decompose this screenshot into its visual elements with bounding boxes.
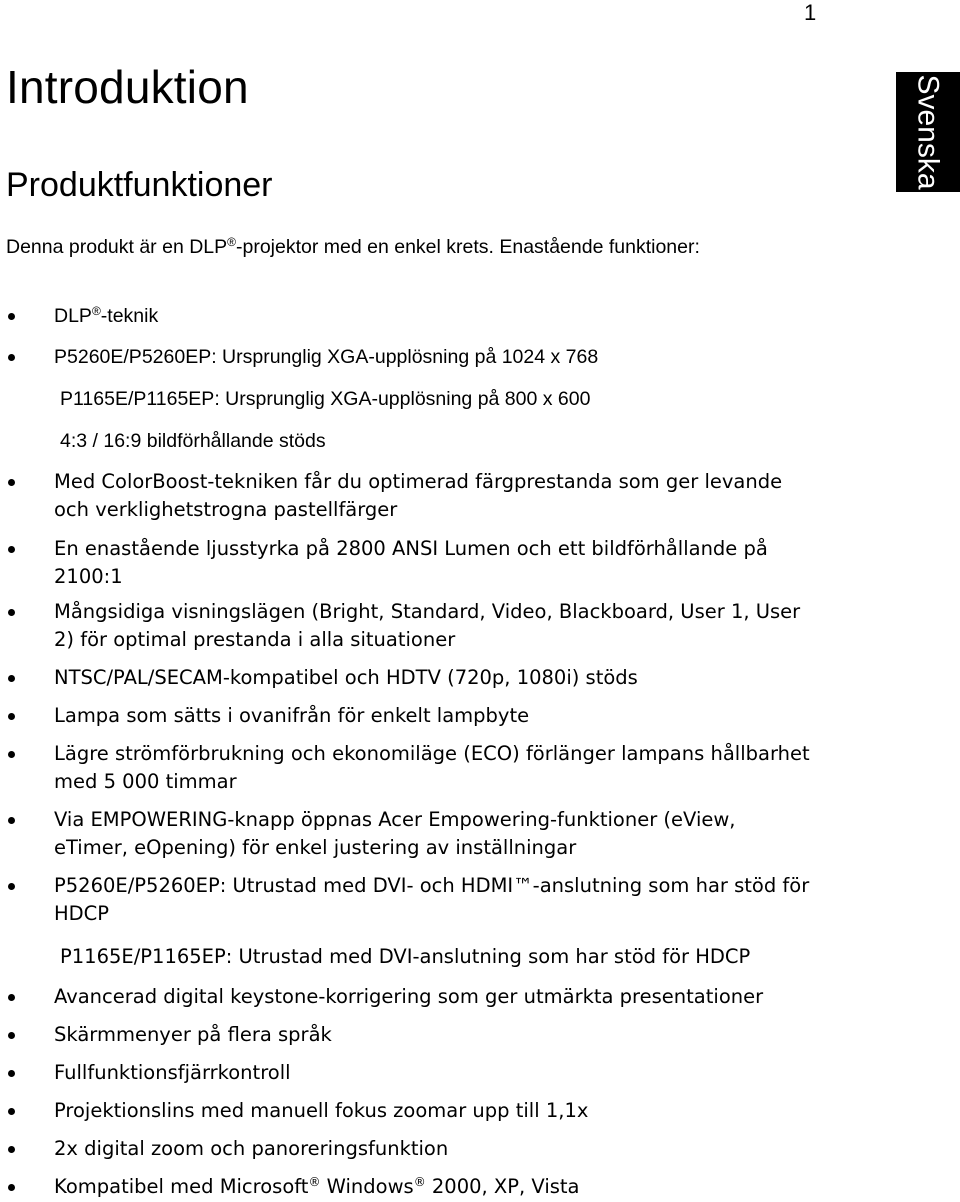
feature-text: Avancerad digital keystone-korrigering som ger utmärkta presentationer [54,985,764,1008]
bullet-icon [8,751,15,758]
bullet-icon [8,479,15,486]
bullet-icon [8,354,15,361]
feature-text: 2x digital zoom och panoreringsfunktion [54,1137,449,1160]
intro-text-1: Denna produkt är en DLP [6,236,228,258]
bullet-icon [8,675,15,682]
feature-text: Med ColorBoost-tekniken får du optimerad färgprestanda som ger levande och verklighetstrogna pastellfärger [54,470,783,521]
bullet-icon [8,609,15,616]
feature-text: P1165E/P1165EP: Utrustad med DVI-anslutning som har stöd för HDCP [60,945,751,968]
bullet-icon [8,546,15,553]
feature-text: P5260E/P5260EP: Ursprunglig XGA-upplösning på 1024 x 768 [54,346,599,368]
feature-text: 4:3 / 16:9 bildförhållande stöds [60,430,326,452]
feature-text: Fullfunktionsfjärrkontroll [54,1061,291,1084]
feature-text: Skärmmenyer på flera språk [54,1023,332,1046]
bullet-icon [8,994,15,1001]
bullet-icon [8,1070,15,1077]
feature-text: Kompatibel med Microsoft® Windows® 2000, XP, Vista [54,1175,580,1198]
feature-text: Lägre strömförbrukning och ekonomiläge (ECO) förlänger lampans hållbarhet med 5 000 timmar [54,742,810,793]
bullet-icon [8,313,15,320]
feature-text: P1165E/P1165EP: Ursprunglig XGA-upplösning på 800 x 600 [60,388,591,410]
intro-text-2: -projektor med en enkel krets. Enastående funktioner: [235,236,700,258]
bullet-icon [8,817,15,824]
bullet-icon [8,713,15,720]
registered-mark: ® [227,235,236,249]
feature-text: Lampa som sätts i ovanifrån för enkelt lampbyte [54,704,530,727]
bullet-icon [8,1184,15,1191]
bullet-icon [8,883,15,890]
feature-text: DLP®-teknik [54,304,159,327]
feature-text: Via EMPOWERING-knapp öppnas Acer Empowering-funktioner (eView, eTimer, eOpening) för enkel justering av inställningar [54,808,736,859]
language-tab-label: Svenska [912,74,946,190]
intro-paragraph [6,234,866,261]
feature-text: NTSC/PAL/SECAM-kompatibel och HDTV (720p, 1080i) stöds [54,666,638,689]
bullet-icon [8,1108,15,1115]
bullet-icon [8,1032,15,1039]
feature-text: En enastående ljusstyrka på 2800 ANSI Lumen och ett bildförhållande på 2100:1 [54,537,768,588]
feature-text: Projektionslins med manuell fokus zoomar upp till 1,1x [54,1099,589,1122]
section-title: Produktfunktioner [6,166,273,204]
feature-text: P5260E/P5260EP: Utrustad med DVI- och HDMI™-anslutning som har stöd för HDCP [54,874,810,925]
bullet-icon [8,1146,15,1153]
language-tab [896,72,960,192]
page-title: Introduktion [6,61,249,113]
page-number: 1 [804,0,817,25]
feature-text: Mångsidiga visningslägen (Bright, Standard, Video, Blackboard, User 1, User 2) för optimal prestanda i alla situationer [54,600,801,651]
